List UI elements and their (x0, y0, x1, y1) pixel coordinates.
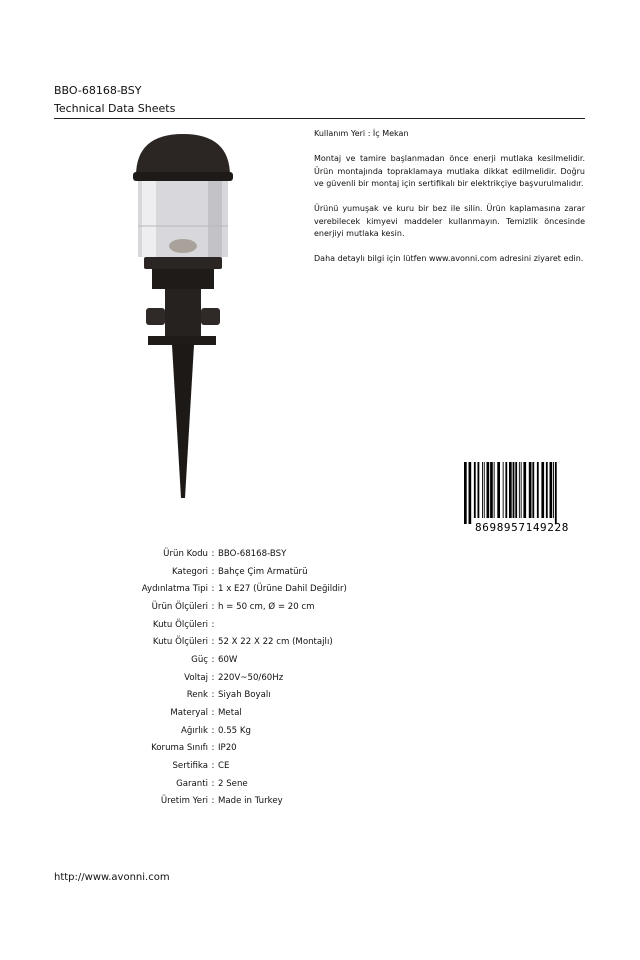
header-divider (54, 118, 585, 119)
spec-value: CE (218, 761, 230, 772)
barcode (458, 462, 586, 534)
barcode-bar (503, 462, 504, 518)
spec-value: 52 X 22 X 22 cm (Montajlı) (218, 637, 333, 648)
barcode-bar (546, 462, 548, 518)
document-title: Technical Data Sheets (54, 102, 176, 115)
spec-row: Ürün Kodu : BBO-68168-BSY (60, 545, 480, 563)
barcode-bar (464, 462, 467, 524)
spec-row: Garanti : 2 Sene (60, 775, 480, 793)
spec-row: Kutu Ölçüleri : (60, 616, 480, 634)
spec-value: 1 x E27 (Ürüne Dahil Değildir) (218, 584, 347, 595)
spec-row: Sertifika : CE (60, 757, 480, 775)
barcode-bar (515, 462, 517, 518)
spec-row: Koruma Sınıfı : IP20 (60, 740, 480, 758)
spec-label: Güç (191, 654, 208, 665)
spec-label: Koruma Sınıfı (151, 743, 208, 754)
spec-label: Ürün Kodu (163, 548, 208, 559)
barcode-bar (484, 462, 485, 518)
barcode-bar (509, 462, 512, 518)
barcode-bar (521, 462, 522, 518)
barcode-bar (505, 462, 507, 518)
spec-row: Materyal : Metal (60, 704, 480, 722)
spec-value: 2 Sene (218, 778, 248, 789)
barcode-bar (541, 462, 544, 518)
spec-label: Garanti (176, 778, 208, 789)
spec-row: Üretim Yeri : Made in Turkey (60, 793, 480, 811)
product-image (128, 130, 238, 502)
spec-value: Metal (218, 708, 242, 719)
barcode-bar (487, 462, 490, 518)
barcode-bar (494, 462, 495, 518)
spec-value: 60W (218, 654, 238, 665)
spec-label: Materyal (170, 708, 208, 719)
spec-row: Voltaj : 220V~50/60Hz (60, 669, 480, 687)
spec-label: Kategori (171, 566, 208, 577)
spec-label: Voltaj (184, 672, 208, 683)
barcode-bar (532, 462, 534, 518)
barcode-bar (550, 462, 553, 518)
barcode-bar (478, 462, 480, 518)
barcode-bar (482, 462, 483, 518)
barcode-bar (513, 462, 515, 518)
barcode-bar (519, 462, 520, 518)
spec-row: Ürün Ölçüleri : h = 50 cm, Ø = 20 cm (60, 598, 480, 616)
spec-value: Made in Turkey (218, 796, 283, 807)
spec-row: Kutu Ölçüleri : 52 X 22 X 22 cm (Montajlı) (60, 633, 480, 651)
spec-label: Ürün Ölçüleri (151, 601, 208, 612)
spec-value: 220V~50/60Hz (218, 672, 284, 683)
barcode-number: 8698957149228 (475, 521, 569, 534)
spec-row: Güç : 60W (60, 651, 480, 669)
footer-url[interactable]: http://www.avonni.com (54, 872, 170, 883)
barcode-bar (555, 462, 557, 524)
barcode-bar (537, 462, 539, 518)
spec-value: Siyah Boyalı (218, 690, 271, 701)
spec-value: 0.55 Kg (218, 725, 251, 736)
spec-row: Renk : Siyah Boyalı (60, 687, 480, 705)
barcode-bar (529, 462, 532, 518)
spec-label: Üretim Yeri (160, 796, 208, 807)
spec-row: Ağırlık : 0.55 Kg (60, 722, 480, 740)
barcode-bar (490, 462, 493, 518)
barcode-bar (469, 462, 472, 524)
spec-row: Kategori : Bahçe Çim Armatürü (60, 563, 480, 581)
safety-note: Montaj ve tamire başlanmadan önce enerji mutlaka kesilmelidir. Ürün montajında topraklamaya mutlaka dikkat edilmelidir. Doğru ve güvenli bir montaj için sertifikalı bir elektrikçiye başvurulmalıdır. (314, 154, 585, 188)
spec-label: Sertifika (172, 761, 208, 772)
spec-label: Kutu Ölçüleri (152, 619, 208, 630)
more-info-note: Daha detaylı bilgi için lütfen www.avonni.com adresini ziyaret edin. (314, 254, 584, 263)
spec-value: h = 50 cm, Ø = 20 cm (218, 601, 315, 612)
spec-value: IP20 (218, 743, 237, 754)
spec-value: Bahçe Çim Armatürü (218, 566, 308, 577)
barcode-bar (474, 462, 476, 518)
spec-label: Aydınlatma Tipi (141, 584, 208, 595)
spec-label: Kutu Ölçüleri (152, 637, 208, 648)
product-code-heading: BBO-68168-BSY (54, 84, 142, 97)
spec-label: Ağırlık (180, 725, 208, 736)
spec-label: Renk (186, 690, 208, 701)
cleaning-note: Ürünü yumuşak ve kuru bir bez ile silin. Ürün kaplamasına zarar verebilecek kimyevi maddeler kullanmayın. Temizlik öncesinde enerjiyi mutlaka kesin. (314, 204, 585, 238)
barcode-bar (553, 462, 554, 518)
usage-notes (314, 128, 585, 278)
spec-row: Aydınlatma Tipi : 1 x E27 (Ürüne Dahil Değildir) (60, 580, 480, 598)
usage-location: Kullanım Yeri : İç Mekan (314, 129, 409, 138)
spec-value: BBO-68168-BSY (218, 548, 287, 559)
barcode-bar (523, 462, 526, 518)
barcode-bar (497, 462, 500, 518)
barcode-bars (464, 462, 557, 524)
spec-table (60, 545, 480, 810)
